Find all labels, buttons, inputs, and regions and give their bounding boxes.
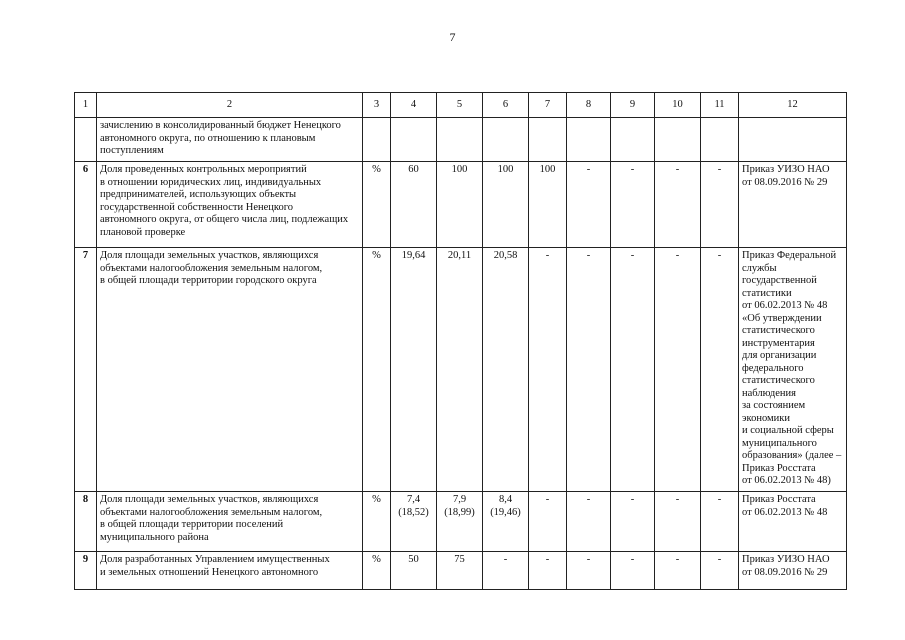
value-cell (655, 248, 701, 492)
value-cell (655, 118, 701, 162)
row-number: 9 (75, 552, 97, 590)
value-line: 100 (497, 164, 514, 175)
table-row (75, 248, 847, 492)
description-line: зачислению в консолидированный бюджет Ненецкого (100, 120, 341, 131)
unit-cell: % (363, 248, 391, 492)
table-row (75, 162, 847, 248)
description-line: Доля площади земельных участков, являющихся (100, 494, 319, 505)
value-cell (437, 248, 483, 492)
value-line: - (717, 250, 722, 261)
note-line: для организации (742, 350, 817, 361)
note-line: службы (742, 262, 777, 274)
value-cell (437, 118, 483, 162)
value-line: - (503, 554, 508, 565)
description-line: в общей площади территории поселений (100, 519, 284, 530)
value-cell (529, 248, 567, 492)
row-number: 7 (75, 248, 97, 492)
value-line: 20,11 (447, 250, 472, 261)
indicator-description (97, 162, 363, 248)
value-cell (483, 248, 529, 492)
value-line: 100 (451, 164, 468, 175)
indicator-description (97, 248, 363, 492)
column-header: 4 (391, 93, 437, 118)
column-header: 9 (611, 93, 655, 118)
note-line: Приказ УИЗО НАО (742, 164, 830, 175)
source-note (739, 248, 847, 492)
column-header: 5 (437, 93, 483, 118)
note-line: от 06.02.2013 № 48 (742, 300, 828, 311)
note-line: образования» (далее – (742, 450, 842, 461)
description-line: Доля проведенных контрольных мероприятий (100, 164, 307, 175)
indicator-description (97, 552, 363, 590)
description-line: автономного округа, от общего числа лиц, подлежащих (100, 214, 349, 225)
value-cell (701, 118, 739, 162)
value-line: 60 (408, 164, 419, 175)
note-line: федерального (742, 362, 804, 374)
value-cell (567, 248, 611, 492)
value-cell (483, 162, 529, 248)
value-line: 8,4 (498, 494, 513, 505)
unit-cell: % (363, 162, 391, 248)
value-cell (655, 552, 701, 590)
value-line: 7,9 (452, 494, 467, 505)
description-line: Доля площади земельных участков, являющихся (100, 250, 319, 261)
source-note (739, 552, 847, 590)
value-cell (437, 552, 483, 590)
value-line: 50 (408, 554, 419, 565)
value-line: 7,4 (406, 494, 421, 505)
description-line: автономного округа, по отношению к плановым (100, 132, 316, 144)
note-line: муниципального (742, 437, 817, 449)
description-line: в отношении юридических лиц, индивидуальных (100, 176, 322, 188)
note-line: за состоянием (742, 400, 806, 411)
table-row (75, 552, 847, 590)
value-line: - (717, 494, 722, 505)
value-cell (437, 492, 483, 552)
value-cell (611, 248, 655, 492)
description-line: государственной собственности Ненецкого (100, 201, 294, 213)
table-row (75, 118, 847, 162)
value-cell (391, 118, 437, 162)
value-line: - (630, 494, 635, 505)
value-cell (483, 552, 529, 590)
value-cell (611, 162, 655, 248)
value-line: - (630, 554, 635, 565)
value-line: - (630, 250, 635, 261)
value-cell (567, 552, 611, 590)
value-cell (483, 118, 529, 162)
description-line: и земельных отношений Ненецкого автономного (100, 566, 319, 578)
note-line: наблюдения (742, 387, 796, 399)
source-note (739, 492, 847, 552)
row-number: 8 (75, 492, 97, 552)
value-cell (391, 248, 437, 492)
value-line: (18,52) (398, 506, 429, 518)
source-note (739, 162, 847, 248)
unit-cell: % (363, 492, 391, 552)
value-cell (701, 162, 739, 248)
description-line: плановой проверке (100, 226, 186, 238)
value-line: 20,58 (493, 250, 518, 261)
value-cell (655, 492, 701, 552)
value-cell (611, 118, 655, 162)
value-line: - (675, 554, 680, 565)
note-line: «Об утверждении (742, 312, 822, 324)
value-line: - (545, 250, 550, 261)
description-line: объектами налогообложения земельным налогом, (100, 262, 323, 274)
column-header: 2 (97, 93, 363, 118)
value-line: - (545, 494, 550, 505)
note-line: от 08.09.2016 № 29 (742, 566, 828, 578)
indicator-table (74, 92, 847, 590)
value-line: - (630, 164, 635, 175)
description-line: Доля разработанных Управлением имущественных (100, 554, 330, 565)
column-header: 8 (567, 93, 611, 118)
value-line: 75 (454, 554, 465, 565)
value-cell (483, 492, 529, 552)
value-cell (655, 162, 701, 248)
indicator-description (97, 118, 363, 162)
value-line: - (717, 164, 722, 175)
value-cell (567, 162, 611, 248)
value-line: - (675, 250, 680, 261)
column-header: 3 (363, 93, 391, 118)
table-row (75, 492, 847, 552)
value-cell (529, 492, 567, 552)
value-line: - (586, 554, 591, 565)
note-line: и социальной сферы (742, 425, 834, 436)
row-number (75, 118, 97, 162)
description-line: в общей площади территории городского округа (100, 275, 317, 286)
value-cell (391, 162, 437, 248)
note-line: экономики (742, 412, 790, 424)
note-line: от 06.02.2013 № 48 (742, 506, 828, 518)
value-line: - (586, 250, 591, 261)
note-line: статистики (742, 287, 792, 299)
value-cell (529, 118, 567, 162)
value-cell (437, 162, 483, 248)
column-header: 1 (75, 93, 97, 118)
value-cell (391, 552, 437, 590)
note-line: Приказ Федеральной (742, 250, 837, 261)
value-line: - (586, 164, 591, 175)
value-cell (701, 248, 739, 492)
note-line: Приказ УИЗО НАО (742, 554, 830, 565)
note-line: от 06.02.2013 № 48) (742, 475, 831, 486)
note-line: статистического (742, 375, 815, 386)
value-cell (529, 162, 567, 248)
description-line: предпринимателей, использующих объекты (100, 189, 297, 200)
value-cell (567, 492, 611, 552)
note-line: инструментария (742, 337, 815, 349)
column-header: 12 (739, 93, 847, 118)
column-header: 10 (655, 93, 701, 118)
value-line: - (675, 164, 680, 175)
description-line: муниципального района (100, 531, 209, 543)
unit-cell (363, 118, 391, 162)
column-header: 7 (529, 93, 567, 118)
value-line: 19,64 (401, 250, 426, 261)
value-cell (529, 552, 567, 590)
note-line: статистического (742, 325, 815, 336)
table-header-row (75, 93, 847, 118)
value-cell (567, 118, 611, 162)
page-number: 7 (449, 30, 456, 44)
note-line: от 08.09.2016 № 29 (742, 176, 828, 188)
value-cell (701, 492, 739, 552)
value-line: (19,46) (490, 506, 521, 518)
value-cell (391, 492, 437, 552)
note-line: государственной (742, 275, 817, 286)
source-note (739, 118, 847, 162)
value-line: 100 (539, 164, 556, 175)
value-line: - (586, 494, 591, 505)
value-line: - (717, 554, 722, 565)
column-header: 11 (701, 93, 739, 118)
column-header: 6 (483, 93, 529, 118)
indicator-description (97, 492, 363, 552)
value-cell (611, 552, 655, 590)
value-cell (611, 492, 655, 552)
value-line: (18,99) (444, 506, 475, 518)
note-line: Приказ Росстата (742, 494, 816, 505)
note-line: Приказ Росстата (742, 462, 816, 474)
value-line: - (545, 554, 550, 565)
description-line: поступлениям (100, 145, 164, 156)
description-line: объектами налогообложения земельным налогом, (100, 506, 323, 518)
row-number: 6 (75, 162, 97, 248)
unit-cell: % (363, 552, 391, 590)
value-cell (701, 552, 739, 590)
value-line: - (675, 494, 680, 505)
